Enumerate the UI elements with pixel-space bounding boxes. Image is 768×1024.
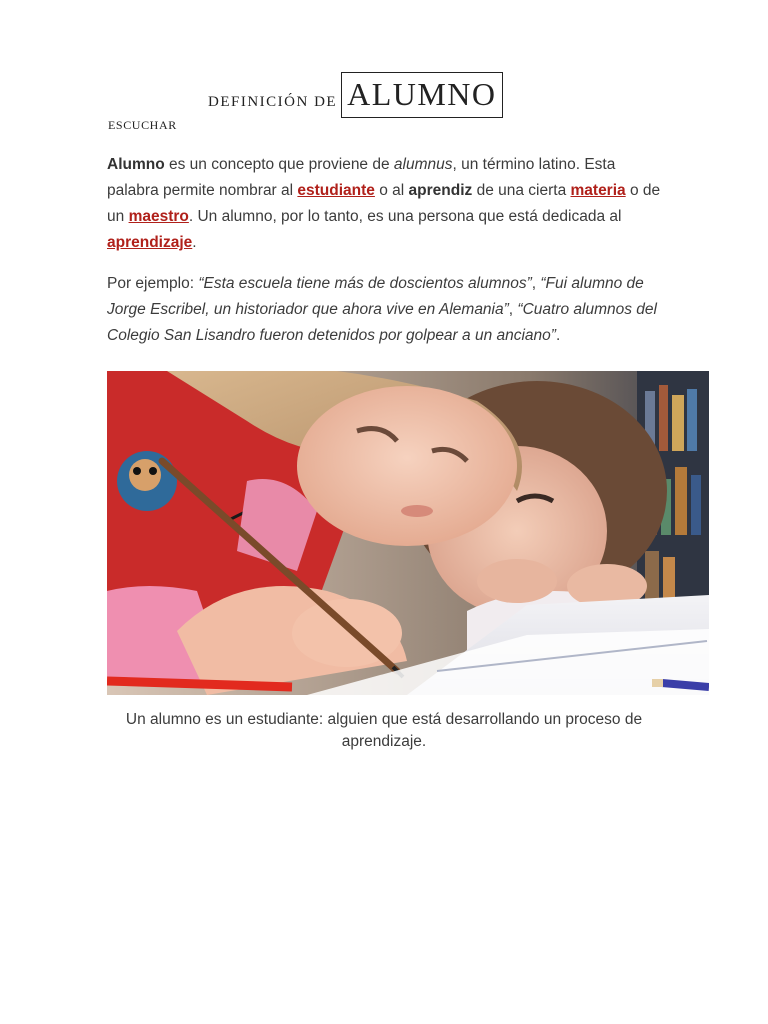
definition-paragraph: [107, 152, 667, 256]
paragraph-text: es un concepto que proviene de: [164, 156, 394, 173]
example-quote: “Fui alumno de Jorge Escribel, un historiador que ahora vive en Alemania”: [107, 275, 644, 318]
separator: .: [555, 327, 561, 344]
examples-paragraph: [107, 271, 667, 349]
separator: ,: [531, 275, 541, 292]
term-italic: alumnus: [393, 156, 453, 173]
document-title: [208, 72, 503, 118]
link-aprendizaje[interactable]: aprendizaje: [107, 234, 193, 251]
title-prefix: DEFINICIÓN DE: [208, 94, 338, 110]
photo-caption: Un alumno es un estudiante: alguien que está desarrollando un proceso de aprendizaje.: [125, 711, 643, 750]
separator: ,: [508, 301, 518, 318]
paragraph-text: o al: [374, 182, 409, 199]
link-estudiante[interactable]: estudiante: [297, 182, 375, 199]
link-maestro[interactable]: maestro: [128, 208, 189, 225]
children-writing-photo: [107, 371, 709, 695]
title-word-box: ALUMNO: [341, 72, 502, 118]
listen-link[interactable]: ESCUCHAR: [108, 118, 177, 132]
paragraph-text: o de un: [107, 182, 661, 225]
examples-intro: Por ejemplo:: [107, 275, 199, 292]
paragraph-text: .: [192, 234, 197, 251]
link-materia[interactable]: materia: [570, 182, 626, 199]
term-bold: Alumno: [107, 156, 165, 173]
paragraph-text: . Un alumno, por lo tanto, es una persona que está dedicada al: [188, 208, 622, 225]
paragraph-text: de una cierta: [472, 182, 571, 199]
term-bold: aprendiz: [408, 182, 473, 199]
paragraph-text: , un término latino. Esta palabra permite nombrar al: [107, 156, 616, 199]
example-quote: “Esta escuela tiene más de doscientos alumnos”: [198, 275, 532, 292]
example-quote: “Cuatro alumnos del Colegio San Lisandro fueron detenidos por golpear a un anciano”: [107, 301, 657, 344]
